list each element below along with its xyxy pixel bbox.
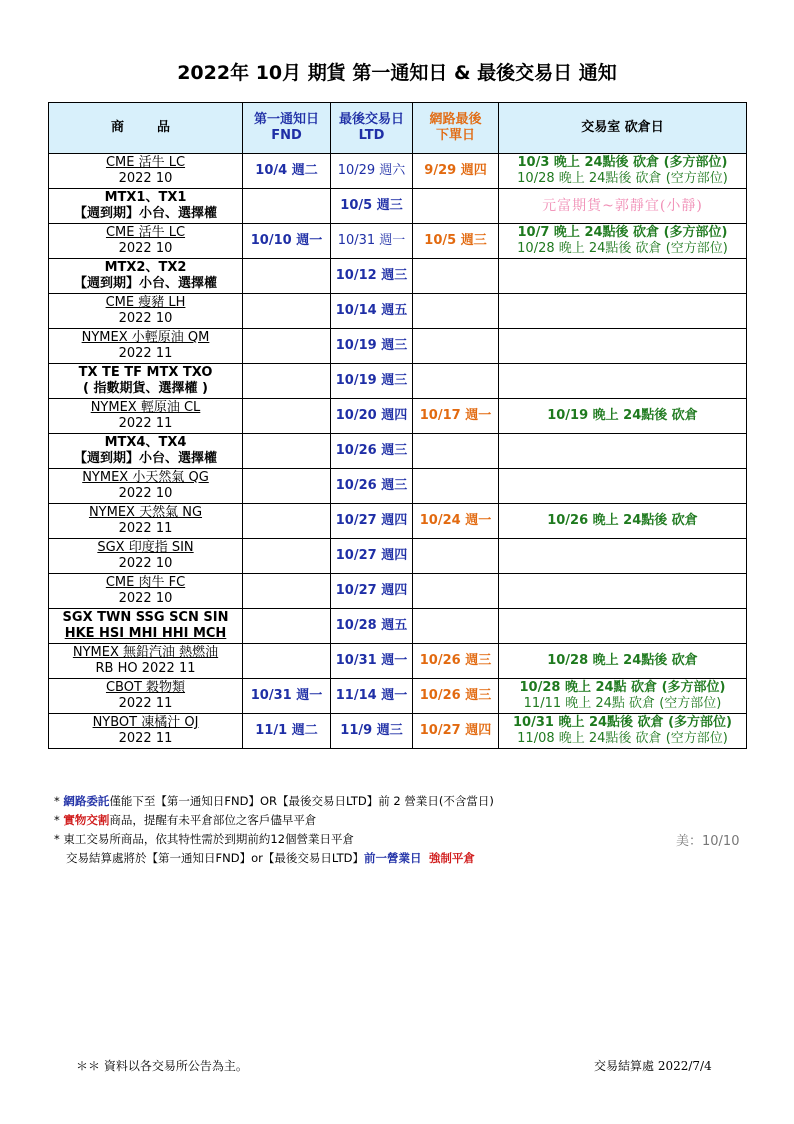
- product-cell: [49, 644, 243, 679]
- order-cell: [413, 364, 499, 399]
- note-2-text: 商品，提醒有未平倉部位之客戶儘早平倉: [109, 813, 317, 827]
- liquidation-cell: [499, 679, 747, 714]
- product-contract: 2022 10: [118, 591, 173, 606]
- product-name: NYMEX 無鉛汽油 熱燃油: [72, 645, 219, 660]
- order-cell: [413, 539, 499, 574]
- product-contract: 2022 10: [118, 241, 173, 256]
- ltd-cell: 10/27 週四: [331, 539, 413, 574]
- product-contract: 【週到期】小台、選擇權: [73, 276, 217, 291]
- liquidation-cell: [499, 469, 747, 504]
- fnd-cell: 11/1 週二: [243, 714, 331, 749]
- order-cell: 10/24 週一: [413, 504, 499, 539]
- liquidation-cell: [499, 224, 747, 259]
- header-order-line1: 網路最後: [429, 112, 482, 127]
- order-cell: [413, 259, 499, 294]
- product-cell: [49, 539, 243, 574]
- ltd-cell: 10/19 週三: [331, 364, 413, 399]
- ltd-cell: 10/14 週五: [331, 294, 413, 329]
- fnd-cell: [243, 189, 331, 224]
- header-fnd-line2: FND: [271, 128, 302, 143]
- footer-disclaimer: ＊＊ 資料以各交易所公告為主。: [76, 1059, 248, 1073]
- order-cell: 10/5 週三: [413, 224, 499, 259]
- product-name: MTX2、TX2: [104, 260, 187, 275]
- table-row: [49, 574, 747, 609]
- notes: [54, 792, 494, 868]
- product-cell: [49, 224, 243, 259]
- table-row: [49, 189, 747, 224]
- product-cell: [49, 574, 243, 609]
- header-ltd-line2: LTD: [358, 128, 385, 143]
- ltd-cell: 10/26 週三: [331, 469, 413, 504]
- fnd-cell: [243, 399, 331, 434]
- liquidation-line1: 10/28 晚上 24點後 砍倉: [547, 653, 698, 668]
- ltd-cell: 10/26 週三: [331, 434, 413, 469]
- ltd-cell: 10/20 週四: [331, 399, 413, 434]
- product-contract: 2022 11: [118, 521, 173, 536]
- order-cell: [413, 189, 499, 224]
- liquidation-cell: [499, 154, 747, 189]
- product-contract: HKE HSI MHI HHI MCH: [64, 626, 227, 641]
- table-row: [49, 154, 747, 189]
- liquidation-cell: [499, 609, 747, 644]
- order-cell: [413, 294, 499, 329]
- ltd-cell: 11/9 週三: [331, 714, 413, 749]
- note-4: [54, 849, 494, 868]
- product-name: MTX4、TX4: [104, 435, 187, 450]
- product-contract: 2022 10: [118, 171, 173, 186]
- liquidation-line1: 10/28 晚上 24點 砍倉 (多方部位): [519, 680, 726, 695]
- header-fnd-line1: 第一通知日: [253, 112, 319, 127]
- fnd-cell: [243, 574, 331, 609]
- page-title: 2022年 10月 期貨 第一通知日 & 最後交易日 通知: [177, 62, 617, 84]
- product-name: NYMEX 小天然氣 QG: [82, 470, 209, 485]
- note-1: [54, 792, 494, 811]
- fnd-cell: [243, 364, 331, 399]
- liquidation-cell: [499, 504, 747, 539]
- product-cell: [49, 504, 243, 539]
- table-row: [49, 469, 747, 504]
- product-contract: 2022 10: [118, 556, 173, 571]
- header-ltd: [331, 103, 413, 154]
- liquidation-cell: [499, 539, 747, 574]
- note-4-force: 強制平倉: [428, 851, 475, 865]
- liquidation-line2: 11/08 晚上 24點後 砍倉 (空方部位): [517, 731, 728, 746]
- table-row: [49, 609, 747, 644]
- product-cell: [49, 364, 243, 399]
- product-name: CME 活牛 LC: [105, 155, 186, 170]
- liquidation-cell: [499, 189, 747, 224]
- schedule-table: [48, 102, 747, 749]
- watermark-text: 元富期貨~郭靜宜(小靜): [542, 198, 703, 214]
- fnd-cell: [243, 294, 331, 329]
- header-fnd: [243, 103, 331, 154]
- ltd-cell: 10/29 週六: [331, 154, 413, 189]
- note-4-highlight: 前一營業日: [364, 851, 422, 865]
- table-row: [49, 644, 747, 679]
- product-cell: [49, 679, 243, 714]
- product-contract: RB HO 2022 11: [95, 661, 196, 676]
- product-name: NYBOT 凍橘汁 OJ: [92, 715, 199, 730]
- table-row: [49, 539, 747, 574]
- product-cell: [49, 714, 243, 749]
- product-cell: [49, 434, 243, 469]
- liquidation-line1: 10/26 晚上 24點後 砍倉: [547, 513, 698, 528]
- table-row: [49, 399, 747, 434]
- product-name: CME 肉牛 FC: [105, 575, 186, 590]
- product-name: TX TE TF MTX TXO: [78, 365, 213, 380]
- liquidation-line1: 10/31 晚上 24點後 砍倉 (多方部位): [512, 715, 732, 730]
- liquidation-cell: [499, 294, 747, 329]
- product-contract: 【週到期】小台、選擇權: [73, 206, 217, 221]
- table-row: [49, 294, 747, 329]
- header-order: [413, 103, 499, 154]
- product-cell: [49, 399, 243, 434]
- product-cell: [49, 294, 243, 329]
- fnd-cell: [243, 469, 331, 504]
- header-ltd-line1: 最後交易日: [338, 112, 404, 127]
- product-cell: [49, 609, 243, 644]
- product-name: SGX 印度指 SIN: [97, 540, 194, 555]
- product-contract: 2022 11: [118, 346, 173, 361]
- fnd-cell: [243, 329, 331, 364]
- liquidation-cell: [499, 434, 747, 469]
- note-star: *: [54, 794, 64, 808]
- liquidation-line2: 11/11 晚上 24點 砍倉 (空方部位): [523, 696, 722, 711]
- liquidation-cell: [499, 399, 747, 434]
- table-row: [49, 259, 747, 294]
- fnd-cell: [243, 539, 331, 574]
- note-2: [54, 811, 494, 830]
- product-contract: 2022 11: [118, 416, 173, 431]
- order-cell: [413, 574, 499, 609]
- ltd-cell: 10/27 週四: [331, 504, 413, 539]
- table-row: [49, 224, 747, 259]
- product-contract: ( 指數期貨、選擇權 ): [83, 381, 208, 396]
- product-name: CBOT 穀物類: [105, 680, 186, 695]
- fnd-cell: [243, 434, 331, 469]
- product-name: NYMEX 天然氣 NG: [88, 505, 203, 520]
- header-liquidation: 交易室 砍倉日: [499, 103, 747, 154]
- liquidation-cell: [499, 574, 747, 609]
- table-row: [49, 434, 747, 469]
- order-cell: 10/26 週三: [413, 644, 499, 679]
- note-4-text: 交易結算處將於【第一通知日FND】or【最後交易日LTD】: [66, 851, 365, 865]
- liquidation-cell: [499, 714, 747, 749]
- order-cell: [413, 434, 499, 469]
- table-row: [49, 504, 747, 539]
- liquidation-line1: 10/7 晚上 24點後 砍倉 (多方部位): [517, 225, 728, 240]
- liquidation-cell: [499, 644, 747, 679]
- header-product: 商 品: [49, 103, 243, 154]
- product-contract: 2022 11: [118, 696, 173, 711]
- liquidation-line2: 10/28 晚上 24點後 砍倉 (空方部位): [517, 241, 728, 256]
- ltd-cell: 10/5 週三: [331, 189, 413, 224]
- header-order-line2: 下單日: [435, 128, 475, 143]
- product-contract: 【週到期】小台、選擇權: [73, 451, 217, 466]
- product-name: MTX1、TX1: [104, 190, 187, 205]
- product-name: NYMEX 小輕原油 QM: [81, 330, 210, 345]
- order-cell: [413, 609, 499, 644]
- order-cell: 10/27 週四: [413, 714, 499, 749]
- order-cell: 10/17 週一: [413, 399, 499, 434]
- table-row: [49, 714, 747, 749]
- note-2-highlight: 實物交割: [63, 813, 110, 827]
- fnd-cell: 10/4 週二: [243, 154, 331, 189]
- product-contract: 2022 11: [118, 731, 173, 746]
- product-name: CME 活牛 LC: [105, 225, 186, 240]
- table-row: [49, 364, 747, 399]
- table-row: [49, 329, 747, 364]
- table-header-row: [49, 103, 747, 154]
- table-row: [49, 679, 747, 714]
- order-cell: 9/29 週四: [413, 154, 499, 189]
- product-cell: [49, 154, 243, 189]
- fnd-cell: [243, 609, 331, 644]
- ltd-cell: 10/28 週五: [331, 609, 413, 644]
- fnd-cell: 10/10 週一: [243, 224, 331, 259]
- liquidation-line1: 10/3 晚上 24點後 砍倉 (多方部位): [517, 155, 728, 170]
- order-cell: [413, 469, 499, 504]
- product-name: SGX TWN SSG SCN SIN: [62, 610, 229, 625]
- product-cell: [49, 259, 243, 294]
- liquidation-cell: [499, 259, 747, 294]
- note-3: * 東工交易所商品，依其特性需於到期前約12個營業日平倉: [54, 832, 355, 846]
- fnd-cell: 10/31 週一: [243, 679, 331, 714]
- fnd-cell: [243, 504, 331, 539]
- ltd-cell: 10/31 週一: [331, 224, 413, 259]
- liquidation-line1: 10/19 晚上 24點後 砍倉: [547, 408, 698, 423]
- fnd-cell: [243, 259, 331, 294]
- footer-issuer-date: 交易結算處 2022/7/4: [594, 1059, 712, 1073]
- product-contract: 2022 10: [118, 486, 173, 501]
- order-cell: [413, 329, 499, 364]
- ltd-cell: 10/12 週三: [331, 259, 413, 294]
- ltd-cell: 10/19 週三: [331, 329, 413, 364]
- product-contract: 2022 10: [118, 311, 173, 326]
- liquidation-line2: 10/28 晚上 24點後 砍倉 (空方部位): [517, 171, 728, 186]
- beauty-note: 美：10/10: [676, 834, 740, 849]
- order-cell: 10/26 週三: [413, 679, 499, 714]
- product-name: NYMEX 輕原油 CL: [90, 400, 201, 415]
- note-1-highlight: 網路委託: [63, 794, 110, 808]
- product-cell: [49, 469, 243, 504]
- liquidation-cell: [499, 329, 747, 364]
- ltd-cell: 10/27 週四: [331, 574, 413, 609]
- product-name: CME 瘦豬 LH: [105, 295, 186, 310]
- product-cell: [49, 329, 243, 364]
- ltd-cell: 10/31 週一: [331, 644, 413, 679]
- product-cell: [49, 189, 243, 224]
- liquidation-cell: [499, 364, 747, 399]
- ltd-cell: 11/14 週一: [331, 679, 413, 714]
- fnd-cell: [243, 644, 331, 679]
- note-1-text: 僅能下至【第一通知日FND】OR【最後交易日LTD】前 2 營業日(不含當日): [109, 794, 494, 808]
- note-star: *: [54, 813, 64, 827]
